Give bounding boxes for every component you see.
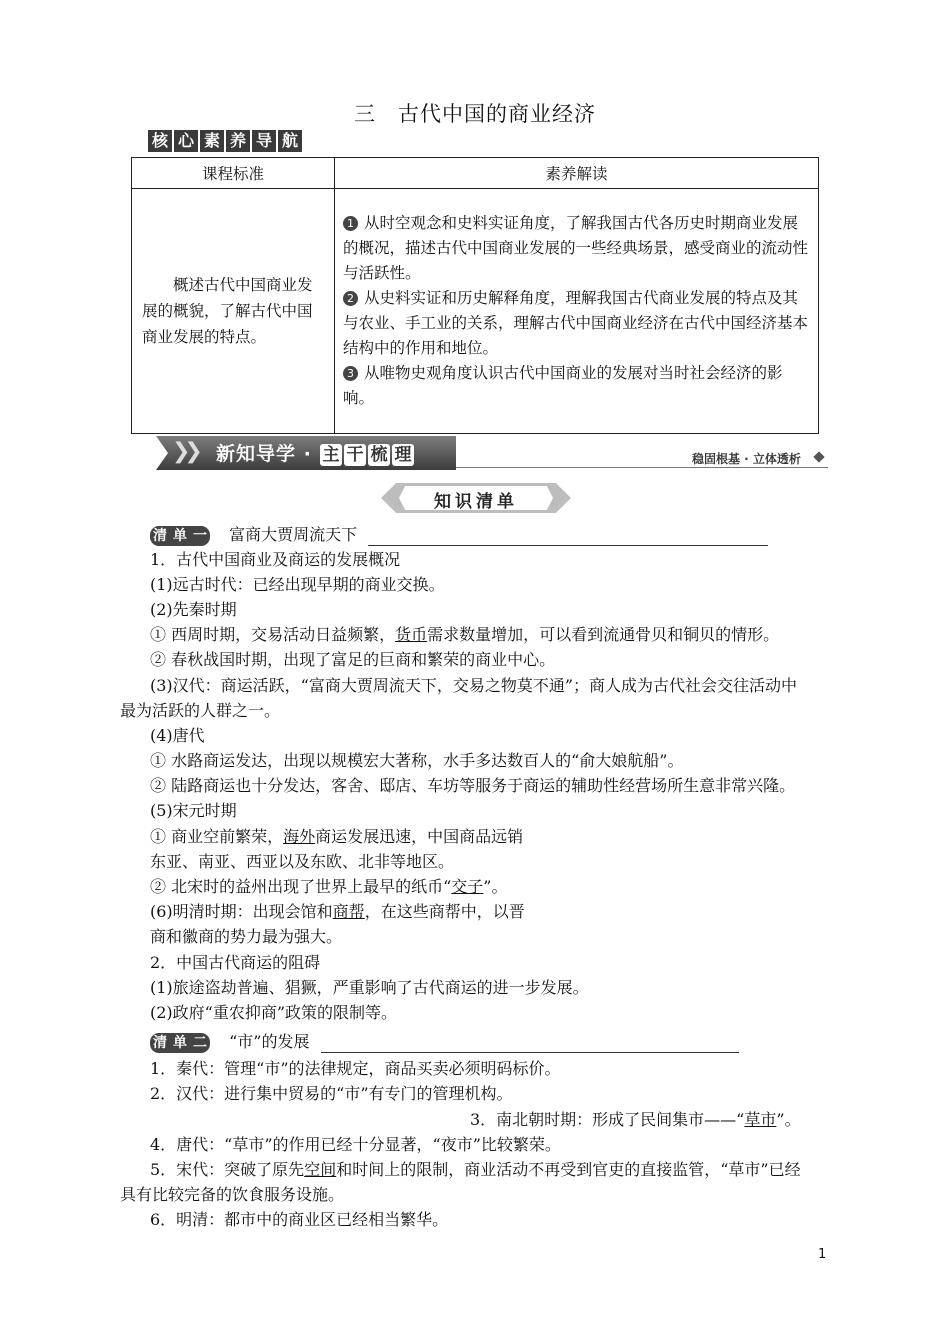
text-part: 商运发展迅速，中国商品远销 bbox=[315, 827, 524, 846]
tag-char: 一 bbox=[190, 526, 210, 546]
banner-title-part: 新知导学 · bbox=[216, 443, 320, 465]
section-banner bbox=[156, 436, 456, 470]
text-line: 具有比较完备的饮食服务设施。 bbox=[120, 1185, 345, 1204]
text-line: (1)远古时代：已经出现早期的商业交换。 bbox=[150, 575, 445, 594]
double-chevron-icon: ❯❯ bbox=[172, 439, 197, 464]
text-line: 最为活跃的人群之一。 bbox=[120, 701, 281, 720]
list2-title: “市”的发展 bbox=[229, 1032, 310, 1051]
text-line: 1．秦代：管理“市”的法律规定，商品买卖必须明码标价。 bbox=[150, 1059, 561, 1078]
tag-char: 清 bbox=[150, 1033, 170, 1053]
list1-tag bbox=[150, 526, 210, 546]
badge-char: 养 bbox=[226, 130, 250, 152]
banner-title bbox=[216, 439, 415, 466]
text-line bbox=[150, 876, 507, 898]
tag-char: 清 bbox=[150, 526, 170, 546]
text-line bbox=[470, 1109, 801, 1131]
text-line: (1)旅途盗劫普遍、猖獗，严重影响了古代商运的进一步发展。 bbox=[150, 978, 589, 997]
standards-table bbox=[131, 157, 819, 434]
text-line: ② 春秋战国时期，出现了富足的巨商和繁荣的商业中心。 bbox=[150, 650, 556, 669]
badge-char: 心 bbox=[174, 130, 198, 152]
knowledge-list-heading bbox=[381, 483, 571, 513]
curriculum-standard-text: 概述古代中国商业发展的概貌，了解古代中国商业发展的特点。 bbox=[142, 276, 313, 346]
text-line: 1．古代中国商业及商运的发展概况 bbox=[150, 550, 401, 569]
text-line: 东亚、南亚、西亚以及东欧、北非等地区。 bbox=[150, 852, 455, 871]
text-part: 3．南北朝时期：形成了民间集市——“ bbox=[470, 1110, 745, 1129]
knowledge-list-title: 知识清单 bbox=[434, 492, 518, 512]
text-part: ① 商业空前繁荣， bbox=[150, 827, 284, 846]
number-circle-icon: 1 bbox=[343, 216, 358, 231]
banner-boxed-char: 梳 bbox=[370, 445, 389, 465]
literacy-point-text: 从时空观念和史料实证角度，了解我国古代各历史时期商业发展的概况，描述古代中国商业发展的一些经典场景，感受商业的流动性与活跃性。 bbox=[343, 214, 809, 282]
text-line: 4．唐代：“草市”的作用已经十分显著，“夜市”比较繁荣。 bbox=[150, 1135, 561, 1154]
text-line bbox=[150, 901, 525, 923]
page-title: 三 古代中国的商业经济 bbox=[354, 102, 596, 126]
heading-rule bbox=[368, 531, 768, 546]
text-part: ① 西周时期，交易活动日益频繁， bbox=[150, 625, 396, 644]
text-line: 2．汉代：进行集中贸易的“市”有专门的管理机构。 bbox=[150, 1084, 513, 1103]
literacy-point-text: 从史料实证和历史解释角度，理解我国古代商业发展的特点及其与农业、手工业的关系，理解古代中国商业经济在古代中国经济基本结构中的作用和地位。 bbox=[343, 289, 809, 357]
text-part: 5．宋代：突破了原先 bbox=[150, 1160, 305, 1179]
literacy-point bbox=[343, 211, 810, 286]
banner-boxed-char: 主 bbox=[322, 445, 341, 465]
banner-divider bbox=[456, 467, 828, 468]
text-line: (2)政府“重农抑商”政策的限制等。 bbox=[150, 1003, 398, 1022]
text-part: ”。 bbox=[776, 1110, 801, 1129]
banner-boxed-char: 干 bbox=[346, 445, 365, 465]
underlined-answer: 草市 bbox=[744, 1110, 777, 1129]
curriculum-standard-cell bbox=[132, 189, 335, 434]
heading-rule bbox=[321, 1038, 739, 1053]
literacy-point bbox=[343, 286, 810, 361]
text-line: (5)宋元时期 bbox=[150, 801, 237, 820]
core-literacy-badge bbox=[148, 130, 302, 152]
banner-boxed-char: 理 bbox=[394, 445, 413, 465]
header-literacy-interpretation: 素养解读 bbox=[335, 158, 819, 189]
text-line bbox=[150, 624, 779, 646]
underlined-answer: 交子 bbox=[451, 877, 484, 896]
number-circle-icon: 3 bbox=[343, 366, 358, 381]
number-circle-icon: 2 bbox=[343, 291, 358, 306]
list1-heading bbox=[150, 524, 768, 546]
literacy-points-cell bbox=[335, 189, 819, 434]
underlined-answer: 商帮 bbox=[332, 902, 365, 921]
text-line bbox=[150, 1159, 801, 1181]
text-line: ① 水路商运发达，出现以规模宏大著称，水手多达数百人的“俞大娘航船”。 bbox=[150, 751, 684, 770]
text-line: 6．明清：都市中的商业区已经相当繁华。 bbox=[150, 1210, 449, 1229]
literacy-point-text: 从唯物史观角度认识古代中国商业的发展对当时社会经济的影响。 bbox=[343, 364, 783, 407]
diamond-icon bbox=[813, 451, 824, 462]
text-part: 和时间上的限制，商业活动不再受到官吏的直接监管，“草市”已经 bbox=[336, 1160, 801, 1179]
text-line: (3)汉代：商运活跃，“富商大贾周流天下，交易之物莫不通”；商人成为古代社会交往活动中 bbox=[150, 676, 798, 695]
text-part: (6)明清时期：出现会馆和 bbox=[150, 902, 333, 921]
header-curriculum-standard: 课程标准 bbox=[132, 158, 335, 189]
underlined-answer: 海外 bbox=[283, 827, 316, 846]
literacy-point bbox=[343, 361, 810, 411]
banner-subtitle: 稳固根基 · 立体透析 bbox=[692, 452, 801, 466]
badge-char: 素 bbox=[200, 130, 224, 152]
tag-char: 二 bbox=[190, 1033, 210, 1053]
list2-tag bbox=[150, 1033, 210, 1053]
underlined-answer: 货币 bbox=[395, 625, 428, 644]
text-line: (2)先秦时期 bbox=[150, 600, 237, 619]
underlined-answer: 空间 bbox=[304, 1160, 337, 1179]
text-line: ② 陆路商运也十分发达，客舍、邸店、车坊等服务于商运的辅助性经营场所生意非常兴隆。 bbox=[150, 776, 796, 795]
tag-char: 单 bbox=[170, 1033, 190, 1053]
text-part: 需求数量增加，可以看到流通骨贝和铜贝的情形。 bbox=[427, 625, 780, 644]
text-line: 2．中国古代商运的阻碍 bbox=[150, 953, 321, 972]
page-number: 1 bbox=[818, 1247, 827, 1262]
list2-heading bbox=[150, 1031, 739, 1053]
text-part: ，在这些商帮中，以晋 bbox=[364, 902, 525, 921]
list1-title: 富商大贾周流天下 bbox=[229, 525, 358, 544]
text-line bbox=[150, 826, 523, 848]
text-line: 商和徽商的势力最为强大。 bbox=[150, 927, 343, 946]
tag-char: 单 bbox=[170, 526, 190, 546]
badge-char: 核 bbox=[148, 130, 172, 152]
text-part: ② 北宋时的益州出现了世界上最早的纸币“ bbox=[150, 877, 452, 896]
text-line: (4)唐代 bbox=[150, 726, 205, 745]
text-part: ”。 bbox=[483, 877, 508, 896]
badge-char: 航 bbox=[278, 130, 302, 152]
badge-char: 导 bbox=[252, 130, 276, 152]
